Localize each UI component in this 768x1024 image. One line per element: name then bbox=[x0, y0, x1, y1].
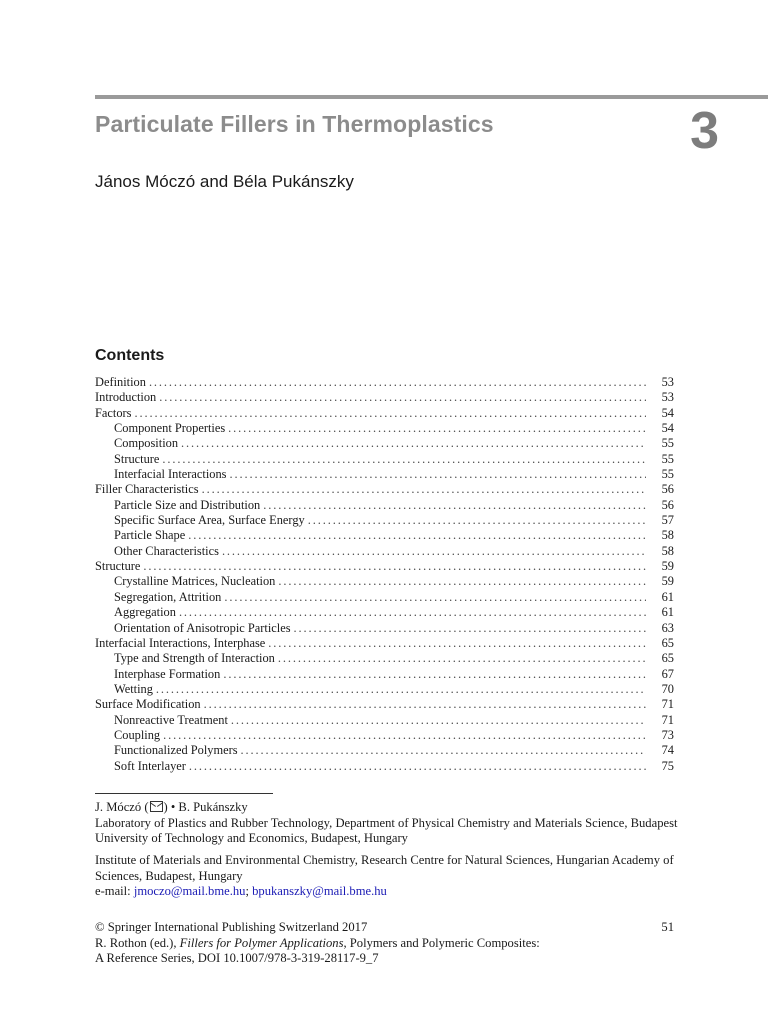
toc-entry[interactable] bbox=[95, 452, 674, 467]
toc-entry-label: Filler Characteristics bbox=[95, 482, 199, 497]
toc-entry-label: Aggregation bbox=[114, 605, 176, 620]
chapter-authors: János Móczó and Béla Pukánszky bbox=[95, 172, 354, 191]
toc-dot-leader bbox=[176, 605, 646, 620]
toc-dot-leader bbox=[291, 621, 646, 636]
toc-entry-page: 56 bbox=[661, 482, 674, 497]
toc-dot-leader bbox=[159, 452, 646, 467]
contents-heading: Contents bbox=[95, 347, 165, 364]
toc-entry[interactable] bbox=[95, 544, 674, 559]
toc-entry-page: 55 bbox=[661, 451, 674, 466]
toc-entry-label: Nonreactive Treatment bbox=[114, 712, 228, 727]
toc-entry-label: Interfacial Interactions bbox=[114, 467, 227, 482]
toc-entry-page: 56 bbox=[661, 497, 674, 512]
toc-entry-page: 71 bbox=[661, 697, 674, 712]
toc-entry-page: 65 bbox=[661, 635, 674, 650]
book-title: Fillers for Polymer Applications bbox=[179, 935, 344, 950]
toc-dot-leader bbox=[226, 467, 646, 482]
toc-dot-leader bbox=[160, 728, 646, 743]
toc-entry-page: 59 bbox=[661, 574, 674, 589]
toc-entry[interactable] bbox=[95, 759, 674, 774]
toc-entry-label: Soft Interlayer bbox=[114, 758, 186, 773]
toc-entry-label: Composition bbox=[114, 436, 179, 451]
toc-entry-label: Interfacial Interactions, Interphase bbox=[95, 635, 266, 650]
toc-dot-leader bbox=[275, 574, 646, 589]
chapter-title: Particulate Fillers in Thermoplastics bbox=[95, 111, 494, 137]
publication-info bbox=[95, 920, 695, 967]
toc-dot-leader bbox=[225, 421, 646, 436]
toc-dot-leader bbox=[140, 559, 646, 574]
email-link-bpukanszky[interactable]: bpukanszky@mail.bme.hu bbox=[252, 884, 387, 899]
toc-entry-label: Introduction bbox=[95, 390, 157, 405]
toc-entry-label: Structure bbox=[114, 451, 160, 466]
toc-entry[interactable] bbox=[95, 636, 674, 651]
toc-entry-page: 54 bbox=[661, 421, 674, 436]
toc-entry-page: 55 bbox=[661, 436, 674, 451]
toc-entry-page: 61 bbox=[661, 589, 674, 604]
toc-dot-leader bbox=[305, 513, 646, 528]
toc-entry-label: Surface Modification bbox=[95, 697, 201, 712]
toc-dot-leader bbox=[275, 651, 646, 666]
toc-entry-label: Interphase Formation bbox=[114, 666, 221, 681]
toc-dot-leader bbox=[156, 390, 646, 405]
toc-entry-label: Orientation of Anisotropic Particles bbox=[114, 620, 291, 635]
toc-entry-page: 53 bbox=[661, 375, 674, 389]
toc-entry[interactable] bbox=[95, 728, 674, 743]
toc-entry[interactable] bbox=[95, 482, 674, 497]
toc-entry-label: Functionalized Polymers bbox=[114, 743, 238, 758]
toc-dot-leader bbox=[131, 406, 646, 421]
toc-dot-leader bbox=[186, 759, 646, 774]
author-footnote bbox=[95, 800, 695, 847]
toc-entry-page: 67 bbox=[661, 666, 674, 681]
toc-entry[interactable] bbox=[95, 513, 674, 528]
toc-dot-leader bbox=[153, 682, 646, 697]
toc-entry[interactable] bbox=[95, 559, 674, 574]
chapter-number: 3 bbox=[690, 102, 719, 160]
toc-dot-leader bbox=[220, 667, 646, 682]
toc-entry[interactable] bbox=[95, 406, 674, 421]
toc-dot-leader bbox=[260, 498, 646, 513]
toc-entry-label: Other Characteristics bbox=[114, 543, 219, 558]
toc-entry-label: Particle Size and Distribution bbox=[114, 497, 261, 512]
toc-entry-page: 57 bbox=[661, 513, 674, 528]
toc-entry-page: 58 bbox=[661, 543, 674, 558]
toc-entry[interactable] bbox=[95, 667, 674, 682]
toc-entry-page: 75 bbox=[661, 758, 674, 773]
toc-entry[interactable] bbox=[95, 574, 674, 589]
email-line: e-mail: jmoczo@mail.bme.hu; bpukanszky@mail.bme.hu bbox=[95, 884, 387, 899]
envelope-icon bbox=[150, 801, 163, 812]
doi-line: A Reference Series, DOI 10.1007/978-3-319-28117-9_7 bbox=[95, 951, 379, 966]
top-rule bbox=[95, 95, 768, 99]
toc-entry[interactable] bbox=[95, 651, 674, 666]
toc-entry[interactable] bbox=[95, 528, 674, 543]
toc-entry-page: 70 bbox=[661, 681, 674, 696]
toc-entry-page: 73 bbox=[661, 727, 674, 742]
page-number: 51 bbox=[661, 920, 674, 934]
toc-entry-label: Particle Shape bbox=[114, 528, 186, 543]
toc-entry[interactable] bbox=[95, 467, 674, 482]
toc-entry-label: Type and Strength of Interaction bbox=[114, 651, 275, 666]
toc-entry-page: 61 bbox=[661, 605, 674, 620]
toc-dot-leader bbox=[219, 544, 646, 559]
footnote-rule bbox=[95, 793, 273, 794]
toc-entry-page: 63 bbox=[661, 620, 674, 635]
toc-dot-leader bbox=[201, 697, 646, 712]
toc-entry-label: Definition bbox=[95, 375, 146, 389]
citation-line: R. Rothon (ed.), Fillers for Polymer Applications, Polymers and Polymeric Composites: bbox=[95, 935, 540, 950]
toc-entry[interactable] bbox=[95, 605, 674, 620]
affiliation-1: Laboratory of Plastics and Rubber Technology, Department of Physical Chemistry and Materials Science, Budapest University of Technology and Economics, Budapest, Hungary bbox=[95, 815, 678, 846]
toc-entry-label: Wetting bbox=[114, 681, 153, 696]
toc-entry[interactable] bbox=[95, 713, 674, 728]
toc-dot-leader bbox=[228, 713, 646, 728]
toc-dot-leader bbox=[178, 436, 646, 451]
toc-entry-page: 59 bbox=[661, 559, 674, 574]
copyright-line: © Springer International Publishing Switzerland 2017 bbox=[95, 920, 368, 934]
toc-entry-page: 55 bbox=[661, 467, 674, 482]
toc-dot-leader bbox=[221, 590, 646, 605]
toc-entry[interactable] bbox=[95, 697, 674, 712]
toc-entry[interactable] bbox=[95, 621, 674, 636]
toc-entry-label: Component Properties bbox=[114, 421, 226, 436]
table-of-contents bbox=[95, 375, 674, 774]
toc-entry-page: 71 bbox=[661, 712, 674, 727]
toc-entry[interactable] bbox=[95, 421, 674, 436]
toc-entry[interactable] bbox=[95, 498, 674, 513]
toc-entry[interactable] bbox=[95, 375, 674, 390]
email-link-jmoczo[interactable]: jmoczo@mail.bme.hu bbox=[133, 884, 246, 899]
author-correspondence-line: J. Móczó ( ) • B. Pukánszky bbox=[95, 800, 248, 814]
toc-entry[interactable] bbox=[95, 590, 674, 605]
toc-dot-leader bbox=[238, 743, 646, 758]
toc-entry-label: Structure bbox=[95, 559, 141, 574]
toc-dot-leader bbox=[185, 528, 646, 543]
affiliation-2: Institute of Materials and Environmental Chemistry, Research Centre for Natural Sciences, Hungarian Academy of Sciences, Budapest, Hungary bbox=[95, 853, 674, 883]
toc-entry-page: 54 bbox=[661, 405, 674, 420]
toc-entry[interactable] bbox=[95, 436, 674, 451]
toc-dot-leader bbox=[146, 375, 646, 390]
toc-entry[interactable] bbox=[95, 682, 674, 697]
toc-entry-label: Crystalline Matrices, Nucleation bbox=[114, 574, 276, 589]
toc-entry[interactable] bbox=[95, 743, 674, 758]
toc-dot-leader bbox=[265, 636, 646, 651]
affiliation-2-block bbox=[95, 853, 695, 900]
toc-entry[interactable] bbox=[95, 390, 674, 405]
toc-entry-label: Segregation, Attrition bbox=[114, 589, 222, 604]
toc-entry-page: 65 bbox=[661, 651, 674, 666]
toc-entry-page: 74 bbox=[661, 743, 674, 758]
toc-entry-page: 53 bbox=[661, 390, 674, 405]
toc-entry-label: Coupling bbox=[114, 727, 161, 742]
toc-entry-label: Factors bbox=[95, 405, 132, 420]
toc-dot-leader bbox=[199, 482, 646, 497]
toc-entry-page: 58 bbox=[661, 528, 674, 543]
toc-entry-label: Specific Surface Area, Surface Energy bbox=[114, 513, 305, 528]
